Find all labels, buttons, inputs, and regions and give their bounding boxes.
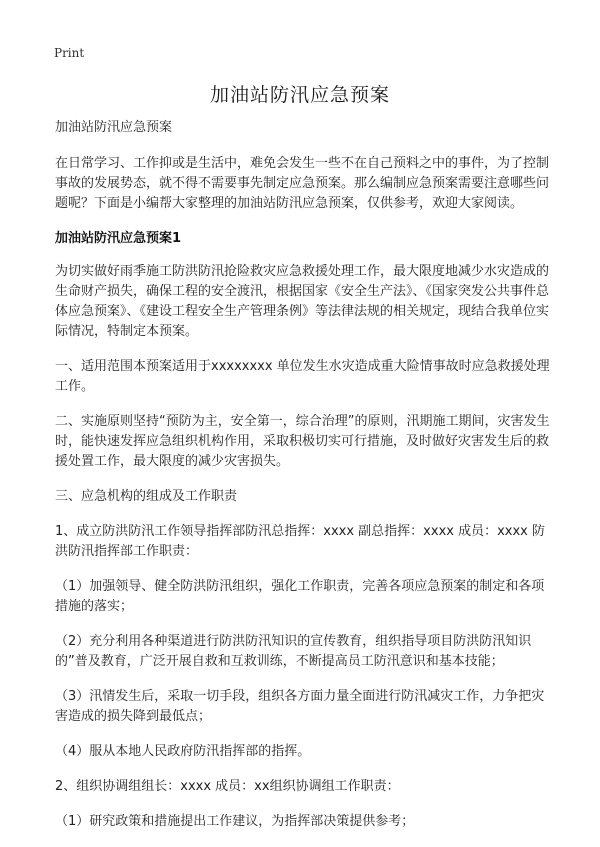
- page-title: 加油站防汛应急预案: [209, 84, 390, 106]
- print-link[interactable]: Print: [54, 46, 85, 60]
- paragraph-organization-heading: 三、应急机构的组成及工作职责: [55, 489, 238, 504]
- section-heading: 加油站防汛应急预案1: [55, 231, 182, 246]
- paragraph-duty-4: （4）服从本地人民政府防汛指挥部的指挥。: [55, 744, 311, 759]
- paragraph-scope: 一、适用范围本预案适用于xxxxxxxx 单位发生水灾造成重大险情事故时应急救援处理工作。: [55, 359, 550, 394]
- paragraph-coordination-group: 2、组织协调组组长：xxxx 成员：xx组织协调组工作职责：: [55, 779, 400, 794]
- document-body: [55, 118, 550, 847]
- paragraph-purpose: 为切实做好雨季施工防洪防汛抢险救灾应急救援处理工作，最大限度地减少水灾造成的生命财产损失，确保工程的安全渡汛，根据国家《安全生产法》、《国家突发公共事件总体应急预案》、《建设工程安全生产管理条例》等法律法规的相关规定，现结合我单位实际情况，特制定本预案。: [55, 264, 550, 339]
- paragraph-duty-1: （1）加强领导、健全防洪防汛组织，强化工作职责，完善各项应急预案的制定和各项措施的落实；: [55, 579, 545, 614]
- document-subtitle: 加油站防汛应急预案: [55, 120, 173, 135]
- paragraph-coordination-duty-1: （1）研究政策和措施提出工作建议，为指挥部决策提供参考；: [55, 814, 415, 829]
- paragraph-principles: 二、实施原则坚持“预防为主，安全第一，综合治理”的原则，汛期施工期间，灾害发生时，能快速发挥应急组织机构作用，采取积极切实可行措施，及时做好灾害发生后的救援处置工作，最大限度的减少灾害损失。: [55, 414, 550, 469]
- paragraph-command-group: 1、成立防洪防汛工作领导指挥部防汛总指挥：xxxx 副总指挥：xxxx 成员：xxxx 防洪防汛指挥部工作职责：: [55, 524, 545, 559]
- paragraph-duty-2: （2）充分利用各种渠道进行防洪防汛知识的宣传教育，组织指导项目防洪防汛知识的”普及教育，广泛开展自救和互救训练，不断提高员工防汛意识和基本技能；: [55, 634, 532, 669]
- paragraph-duty-3: （3）汛情发生后，采取一切手段，组织各方面力量全面进行防汛减灾工作，力争把灾害造成的损失降到最低点；: [55, 689, 545, 724]
- intro-paragraph: 在日常学习、工作抑或是生活中，难免会发生一些不在自己预料之中的事件，为了控制事故的发展势态，就不得不需要事先制定应急预案。那么编制应急预案需要注意哪些问题呢？下面是小编帮大家整理的加油站防汛应急预案，仅供参考，欢迎大家阅读。: [55, 156, 550, 211]
